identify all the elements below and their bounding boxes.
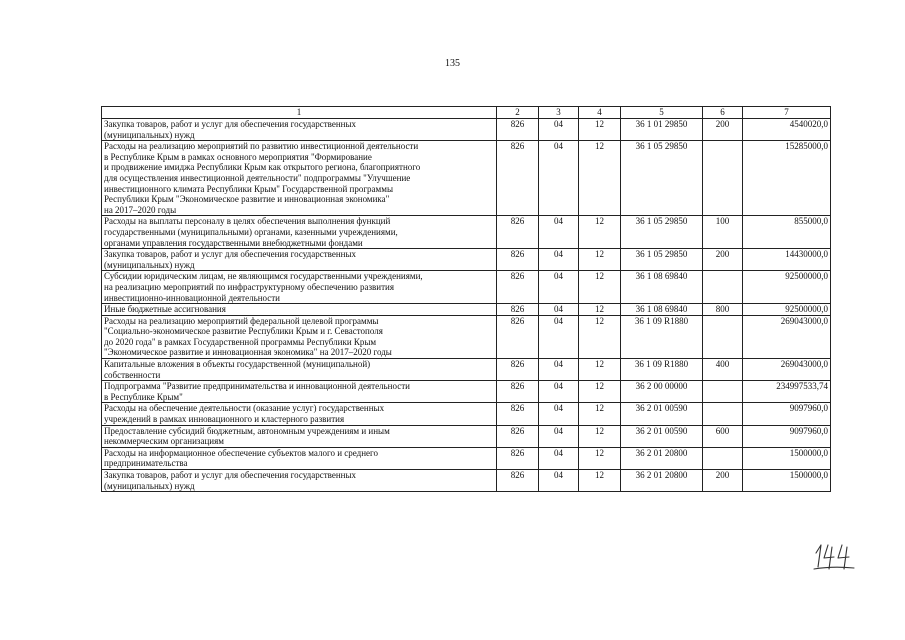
row-ministry-code: 826 <box>497 216 539 249</box>
row-subsection: 12 <box>579 447 621 469</box>
description-line: государственными (муниципальными) органами, казенными учреждениями, <box>104 226 398 237</box>
row-section: 04 <box>539 304 579 316</box>
row-section: 04 <box>539 249 579 271</box>
row-amount: 14430000,0 <box>743 249 831 271</box>
description-line: (муниципальных) нужд <box>104 480 195 491</box>
row-amount: 269043000,0 <box>743 315 831 358</box>
description-line: учреждений в рамках инновационного и кластерного развития <box>104 414 345 425</box>
row-subsection: 12 <box>579 315 621 358</box>
row-description <box>102 315 497 358</box>
row-description <box>102 470 497 492</box>
description-line: Расходы на информационное обеспечение субъектов малого и среднего <box>104 447 378 458</box>
row-expense-type <box>703 403 743 425</box>
row-ministry-code: 826 <box>497 359 539 381</box>
row-description <box>102 249 497 271</box>
page-number: 135 <box>445 58 460 69</box>
row-section: 04 <box>539 271 579 304</box>
row-amount: 15285000,0 <box>743 141 831 216</box>
table-row <box>102 141 831 216</box>
row-ministry-code: 826 <box>497 119 539 141</box>
row-target-article: 36 2 01 20800 <box>621 447 703 469</box>
row-expense-type: 200 <box>703 119 743 141</box>
row-amount: 4540020,0 <box>743 119 831 141</box>
description-line: "Социально-экономическое развитие Республики Крым и г. Севастополя <box>104 326 383 337</box>
row-subsection: 12 <box>579 425 621 447</box>
description-line: органами управления государственными внебюджетными фондами <box>104 237 363 248</box>
row-section: 04 <box>539 119 579 141</box>
row-expense-type: 600 <box>703 425 743 447</box>
header-col-1: 1 <box>102 107 497 119</box>
row-section: 04 <box>539 403 579 425</box>
row-subsection: 12 <box>579 381 621 403</box>
row-expense-type <box>703 381 743 403</box>
row-subsection: 12 <box>579 359 621 381</box>
row-subsection: 12 <box>579 304 621 316</box>
header-col-2: 2 <box>497 107 539 119</box>
row-subsection: 12 <box>579 249 621 271</box>
row-ministry-code: 826 <box>497 304 539 316</box>
description-line: Закупка товаров, работ и услуг для обеспечения государственных <box>104 119 357 129</box>
row-expense-type <box>703 141 743 216</box>
table-row <box>102 315 831 358</box>
description-line: некоммерческим организациям <box>104 436 224 447</box>
row-expense-type <box>703 447 743 469</box>
description-line: Расходы на реализацию мероприятий федеральной целевой программы <box>104 315 379 326</box>
handwritten-page-number <box>812 541 856 571</box>
row-ministry-code: 826 <box>497 381 539 403</box>
description-line: Предоставление субсидий бюджетным, автономным учреждениям и иным <box>104 425 390 436</box>
description-line: для осуществления инвестиционной деятельности" подпрограммы "Улучшение <box>104 172 411 183</box>
description-line: Подпрограмма "Развитие предпринимательства и инновационной деятельности <box>104 381 410 392</box>
description-line: инвестиционного климата Республики Крым" Государственной программы <box>104 183 393 194</box>
row-subsection: 12 <box>579 141 621 216</box>
row-target-article: 36 2 01 20800 <box>621 470 703 492</box>
row-amount: 1500000,0 <box>743 447 831 469</box>
row-description <box>102 425 497 447</box>
header-col-5: 5 <box>621 107 703 119</box>
table-row <box>102 216 831 249</box>
row-amount: 9097960,0 <box>743 425 831 447</box>
table-row <box>102 470 831 492</box>
budget-table <box>101 106 831 492</box>
description-line: и продвижение имиджа Республики Крым как открытого региона, благоприятного <box>104 162 421 173</box>
row-target-article: 36 2 01 00590 <box>621 403 703 425</box>
row-amount: 1500000,0 <box>743 470 831 492</box>
row-ministry-code: 826 <box>497 403 539 425</box>
row-description <box>102 119 497 141</box>
row-description <box>102 304 497 316</box>
row-description <box>102 359 497 381</box>
row-expense-type: 800 <box>703 304 743 316</box>
row-target-article: 36 1 09 R1880 <box>621 359 703 381</box>
table-row <box>102 425 831 447</box>
row-target-article: 36 2 01 00590 <box>621 425 703 447</box>
description-line: Субсидии юридическим лицам, не являющимся государственными учреждениями, <box>104 271 423 282</box>
row-amount: 92500000,0 <box>743 271 831 304</box>
row-ministry-code: 826 <box>497 315 539 358</box>
description-line: в Республике Крым в рамках основного мероприятия "Формирование <box>104 151 372 162</box>
row-ministry-code: 826 <box>497 271 539 304</box>
row-subsection: 12 <box>579 271 621 304</box>
row-target-article: 36 1 08 69840 <box>621 304 703 316</box>
row-expense-type: 100 <box>703 216 743 249</box>
row-section: 04 <box>539 359 579 381</box>
row-subsection: 12 <box>579 403 621 425</box>
description-line: Республики Крым "Экономическое развитие и инновационная экономика" <box>104 194 390 205</box>
row-ministry-code: 826 <box>497 447 539 469</box>
description-line: Иные бюджетные ассигнования <box>104 304 226 315</box>
description-line: Закупка товаров, работ и услуг для обеспечения государственных <box>104 470 357 480</box>
row-target-article: 36 2 00 00000 <box>621 381 703 403</box>
row-subsection: 12 <box>579 216 621 249</box>
row-ministry-code: 826 <box>497 141 539 216</box>
row-amount: 92500000,0 <box>743 304 831 316</box>
row-subsection: 12 <box>579 470 621 492</box>
row-section: 04 <box>539 315 579 358</box>
row-target-article: 36 1 09 R1880 <box>621 315 703 358</box>
row-expense-type: 400 <box>703 359 743 381</box>
row-description <box>102 381 497 403</box>
row-target-article: 36 1 01 29850 <box>621 119 703 141</box>
header-col-6: 6 <box>703 107 743 119</box>
row-amount: 269043000,0 <box>743 359 831 381</box>
header-row <box>102 107 831 119</box>
description-line: Капитальные вложения в объекты государственной (муниципальной) <box>104 359 371 370</box>
header-col-3: 3 <box>539 107 579 119</box>
description-line: собственности <box>104 369 161 380</box>
row-target-article: 36 1 05 29850 <box>621 141 703 216</box>
row-expense-type <box>703 315 743 358</box>
table-row <box>102 304 831 316</box>
row-section: 04 <box>539 447 579 469</box>
description-line: до 2020 года" в рамках Государственной программы Республики Крым <box>104 336 377 347</box>
row-amount: 234997533,74 <box>743 381 831 403</box>
row-target-article: 36 1 05 29850 <box>621 249 703 271</box>
table-row <box>102 249 831 271</box>
row-section: 04 <box>539 141 579 216</box>
row-section: 04 <box>539 470 579 492</box>
header-col-4: 4 <box>579 107 621 119</box>
description-line: (муниципальных) нужд <box>104 259 195 270</box>
row-section: 04 <box>539 425 579 447</box>
row-expense-type: 200 <box>703 470 743 492</box>
row-section: 04 <box>539 381 579 403</box>
description-line: в Республике Крым" <box>104 391 183 402</box>
row-description <box>102 447 497 469</box>
table-row <box>102 271 831 304</box>
row-description <box>102 271 497 304</box>
row-description <box>102 141 497 216</box>
row-description <box>102 403 497 425</box>
table-row <box>102 119 831 141</box>
description-line: Расходы на выплаты персоналу в целях обеспечения выполнения функций <box>104 216 391 227</box>
description-line: "Экономическое развитие и инновационная экономика" на 2017–2020 годы <box>104 347 392 358</box>
description-line: предпринимательства <box>104 458 188 469</box>
table-row <box>102 403 831 425</box>
description-line: на реализацию мероприятий по инфраструктурному обеспечению развития <box>104 281 394 292</box>
table-row <box>102 447 831 469</box>
description-line: (муниципальных) нужд <box>104 129 195 140</box>
table-row <box>102 381 831 403</box>
description-line: Расходы на обеспечение деятельности (оказание услуг) государственных <box>104 403 385 414</box>
row-expense-type <box>703 271 743 304</box>
header-col-7: 7 <box>743 107 831 119</box>
row-amount: 855000,0 <box>743 216 831 249</box>
row-expense-type: 200 <box>703 249 743 271</box>
row-target-article: 36 1 08 69840 <box>621 271 703 304</box>
row-ministry-code: 826 <box>497 470 539 492</box>
table-row <box>102 359 831 381</box>
table-body <box>102 119 831 492</box>
row-subsection: 12 <box>579 119 621 141</box>
row-target-article: 36 1 05 29850 <box>621 216 703 249</box>
row-ministry-code: 826 <box>497 425 539 447</box>
row-ministry-code: 826 <box>497 249 539 271</box>
description-line: на 2017–2020 годы <box>104 204 177 215</box>
description-line: Расходы на реализацию мероприятий по развитию инвестиционной деятельности <box>104 141 419 152</box>
row-description <box>102 216 497 249</box>
row-amount: 9097960,0 <box>743 403 831 425</box>
description-line: Закупка товаров, работ и услуг для обеспечения государственных <box>104 249 357 260</box>
row-section: 04 <box>539 216 579 249</box>
description-line: инвестиционно-инновационной деятельности <box>104 292 280 303</box>
